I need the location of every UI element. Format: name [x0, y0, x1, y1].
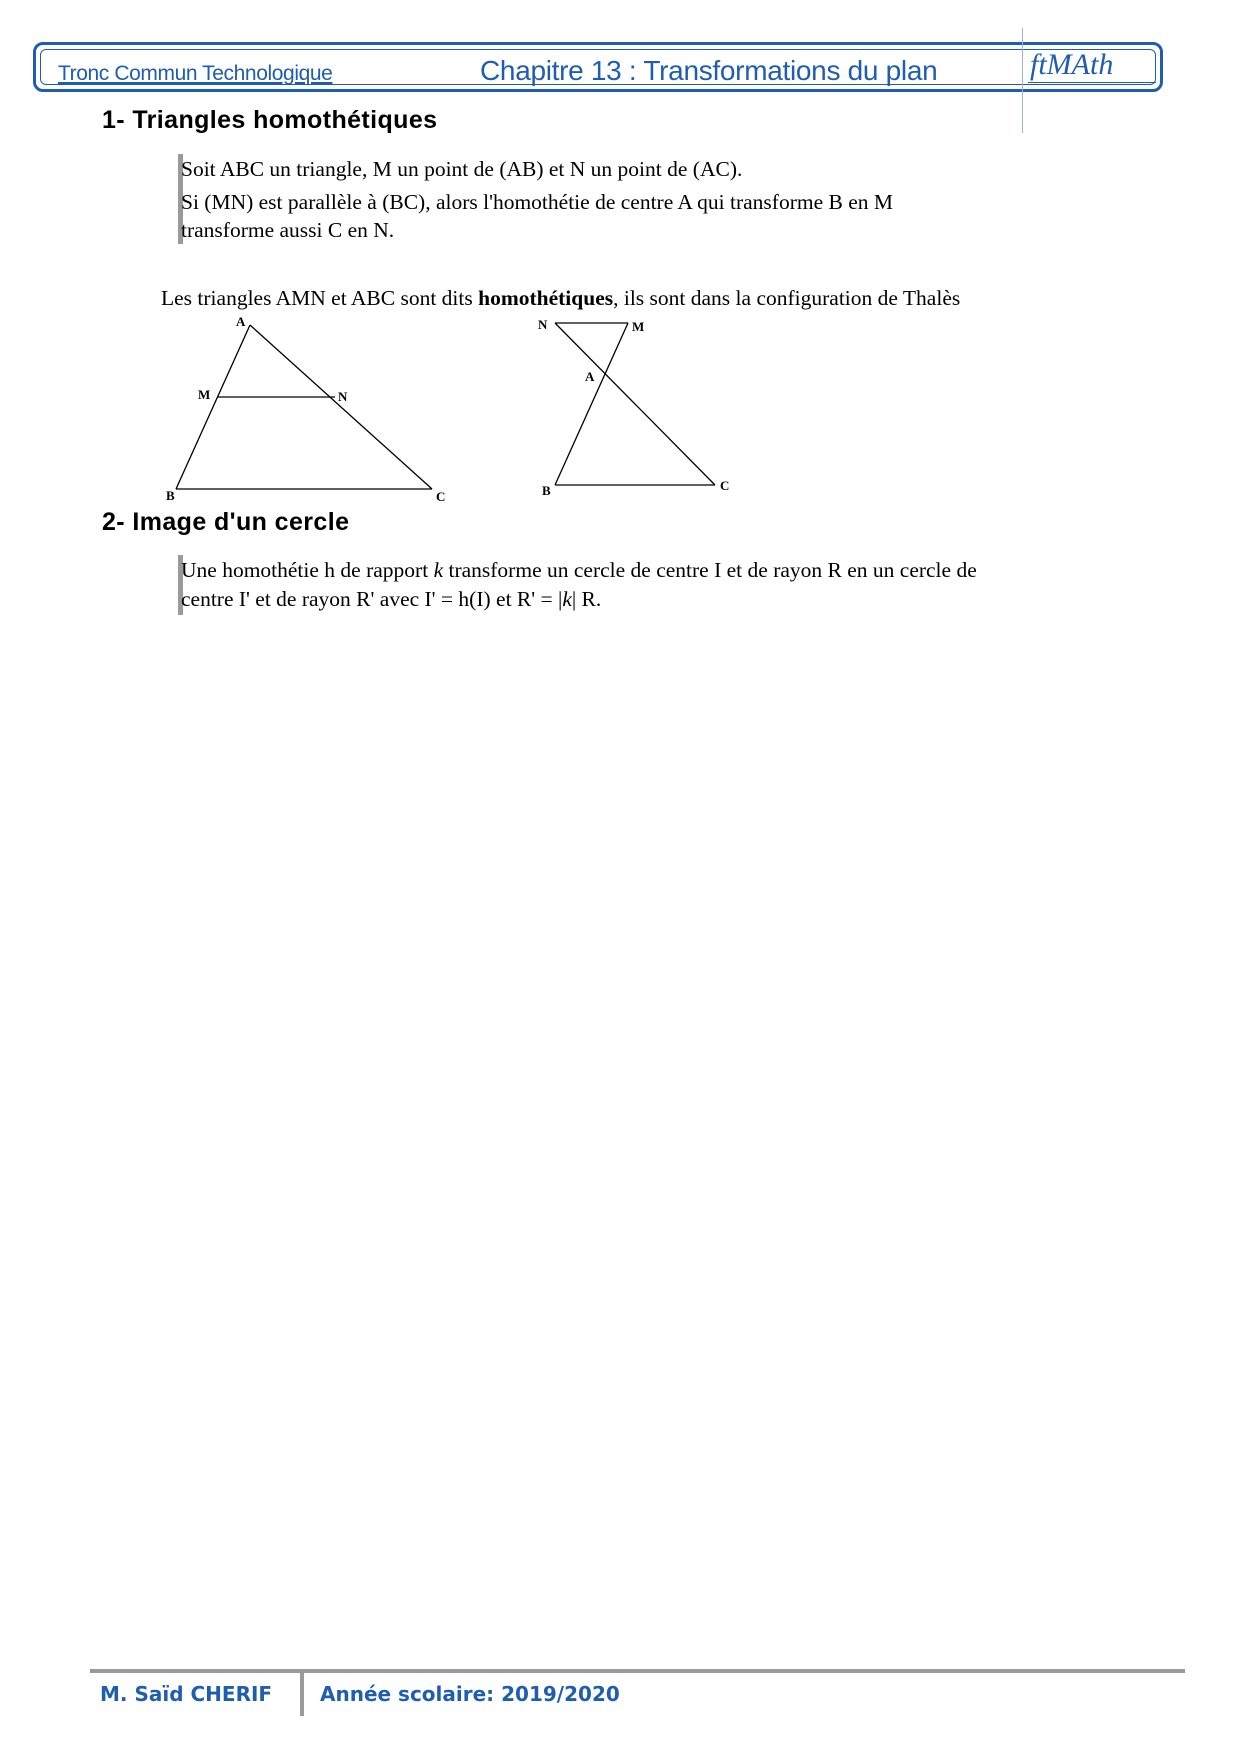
section-2-title: 2- Image d'un cercle: [102, 508, 350, 536]
label-n: N: [538, 317, 548, 332]
footer-year: Année scolaire: 2019/2020: [320, 1682, 620, 1706]
label-m: M: [198, 387, 211, 402]
segment-nc: [555, 323, 715, 485]
figure-thales-triangle: [160, 315, 460, 505]
footer-separator: [300, 1672, 304, 1716]
footer-rule: [90, 1669, 1185, 1673]
line1-ratio-k: k: [433, 558, 444, 582]
line2-part-a: centre I' et de rayon R' avec I' = h(I) et R' = |: [181, 587, 563, 611]
section-2-line-1: [181, 556, 977, 585]
section-1-line-2: Si (MN) est parallèle à (BC), alors l'homothétie de centre A qui transforme B en M: [181, 190, 893, 214]
label-a: A: [585, 369, 595, 384]
logo-divider: [1022, 28, 1023, 133]
label-a: A: [236, 315, 246, 329]
label-c: C: [720, 478, 730, 493]
line1-part-b: transforme un cercle de centre I et de rayon R en un cercle de: [443, 558, 977, 582]
label-b: B: [542, 483, 551, 498]
chapter-title: Chapitre 13 : Transformations du plan: [480, 55, 938, 86]
section-1-title: 1- Triangles homothétiques: [102, 106, 438, 134]
label-b: B: [166, 488, 175, 503]
segment-mb: [555, 323, 628, 485]
course-title: Tronc Commun Technologique: [58, 62, 333, 85]
figure-thales-butterfly: [530, 315, 750, 505]
footer-author: M. Saïd CHERIF: [100, 1682, 273, 1706]
segment-ab: [176, 325, 250, 489]
label-c: C: [436, 489, 446, 504]
label-m: M: [632, 319, 645, 334]
logo: ftMAth: [1030, 48, 1114, 81]
line2-ratio-k: k: [562, 587, 572, 611]
note-before: Les triangles AMN et ABC sont dits: [161, 286, 479, 310]
homothetic-note: [161, 284, 960, 313]
logo-underline: [1028, 82, 1156, 83]
line1-part-a: Une homothétie h de rapport: [181, 558, 434, 582]
section-1-line-3: transforme aussi C en N.: [181, 218, 395, 242]
note-after: , ils sont dans la configuration de Thalès: [613, 286, 961, 310]
line2-part-b: | R.: [571, 587, 602, 611]
label-n: N: [338, 389, 348, 404]
section-2-line-2: [181, 585, 601, 614]
note-bold: homothétiques: [478, 286, 614, 310]
segment-ac: [250, 325, 432, 489]
section-1-line-1: Soit ABC un triangle, M un point de (AB) et N un point de (AC).: [181, 157, 743, 181]
